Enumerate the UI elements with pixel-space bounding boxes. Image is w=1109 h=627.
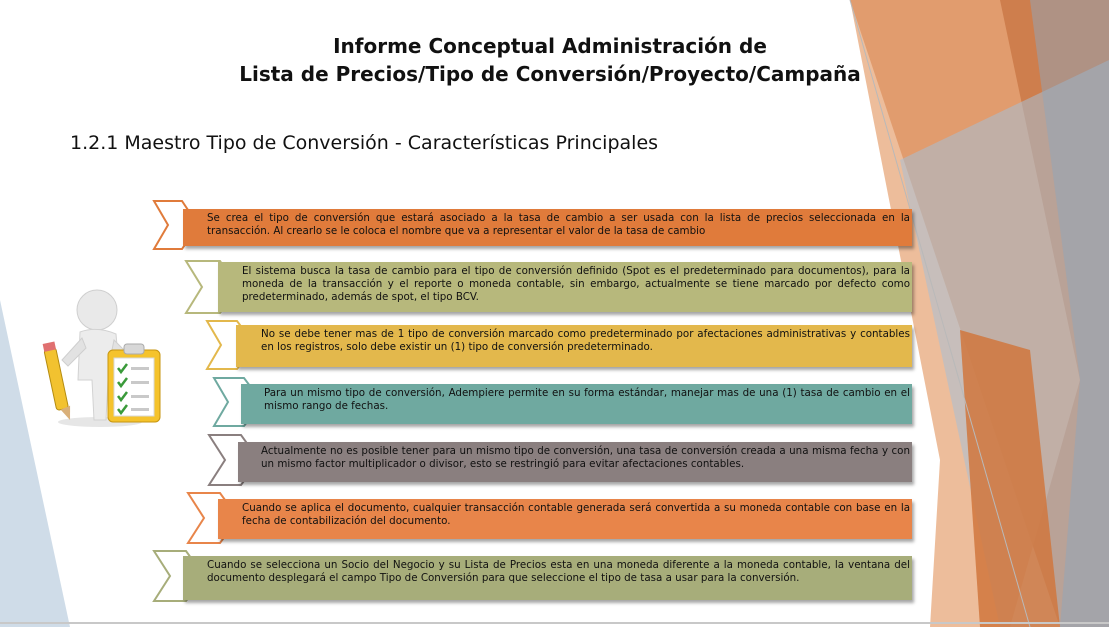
step-2-box bbox=[218, 262, 912, 312]
section-subtitle: 1.2.1 Maestro Tipo de Conversión - Características Principales bbox=[70, 132, 659, 154]
title-line-1: Informe Conceptual Administración de bbox=[333, 34, 767, 58]
step-5-text: Actualmente no es posible tener para un mismo tipo de conversión, una tasa de conversión creada a una misma fecha y con un mismo factor multiplicador o divisor, esto se restringió para evitar afectaciones contables. bbox=[261, 445, 910, 470]
step-4-text: Para un mismo tipo de conversión, Adempiere permite en su forma estándar, manejar mas de una (1) tasa de cambio en el mismo rango de fechas. bbox=[264, 387, 910, 412]
step-5-box bbox=[238, 442, 912, 482]
step-1-box bbox=[183, 209, 912, 246]
step-3-text: No se debe tener mas de 1 tipo de conversión marcado como predeterminado por afectaciones administrativas y contables en los registros, solo debe existir un (1) tipo de conversión predeterminado. bbox=[261, 328, 910, 353]
step-6-text: Cuando se aplica el documento, cualquier transacción contable generada será convertida a su moneda contable con base en la fecha de contabilización del documento. bbox=[242, 502, 910, 527]
step-2-text: El sistema busca la tasa de cambio para el tipo de conversión definido (Spot es el predeterminado para documentos), para la moneda de la transacción y el reporte o moneda contable, sin embargo, actualmente se tiene marcado por defecto como predeterminado, además de spot, el tipo BCV. bbox=[242, 265, 910, 303]
title-line-2: Lista de Precios/Tipo de Conversión/Proyecto/Campaña bbox=[239, 62, 861, 86]
step-1-text: Se crea el tipo de conversión que estará asociado a la tasa de cambio a ser usada con la lista de precios seleccionada en la transacción. Al crearlo se le coloca el nombre que va a representar el valor de la tasa de cambio bbox=[207, 212, 910, 237]
step-4-box bbox=[241, 384, 912, 424]
step-3-box bbox=[236, 325, 912, 367]
step-7-text: Cuando se selecciona un Socio del Negocio y su Lista de Precios esta en una moneda diferente a la moneda contable, la ventana del documento desplegará el campo Tipo de Conversión para que seleccione el tipo de tasa a usar para la conversión. bbox=[207, 559, 910, 584]
step-6-box bbox=[218, 499, 912, 539]
figure-with-checklist-icon bbox=[42, 288, 166, 428]
step-7-box bbox=[183, 556, 912, 600]
